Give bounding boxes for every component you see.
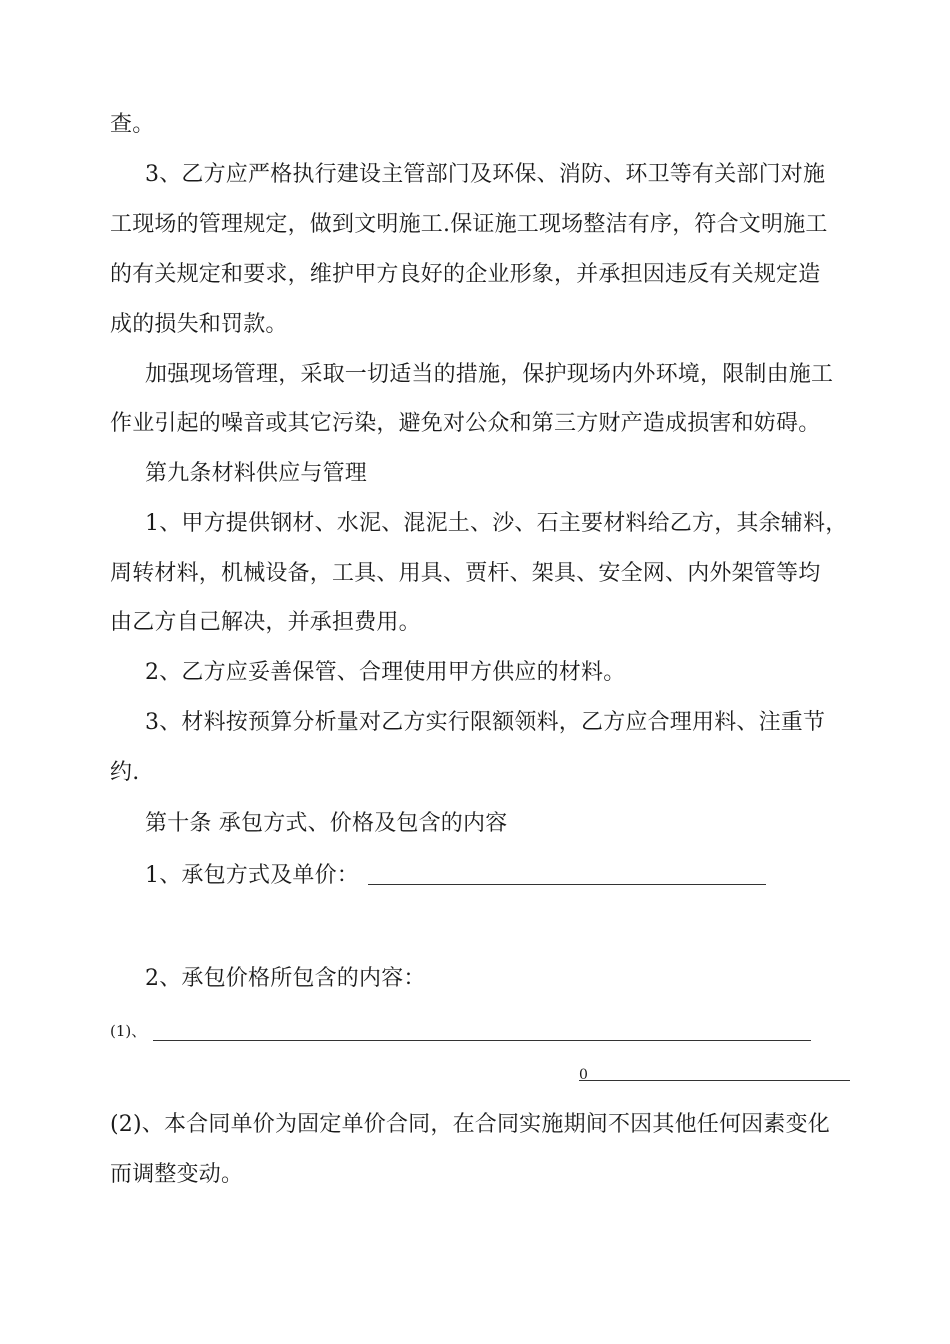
clause-9-3-line-1: 3、材料按预算分析量对乙方实行限额领料，乙方应合理用料、注重节 <box>145 710 826 735</box>
article-10-heading: 第十条 承包方式、价格及包含的内容 <box>145 811 508 836</box>
blank-suffix-zero: 0 <box>579 1067 588 1083</box>
paragraph-site-management-line-2: 作业引起的噪音或其它污染，避免对公众和第三方财产造成损害和妨碍。 <box>110 411 821 436</box>
clause-9-1-line-2: 周转材料，机械设备，工具、用具、贾杆、架具、安全网、内外架管等均 <box>110 561 821 586</box>
text-line: 查。 <box>110 112 155 137</box>
article-9-heading: 第九条材料供应与管理 <box>145 461 368 486</box>
clause-8-3-line-1: 3、乙方应严格执行建设主管部门及环保、消防、环卫等有关部门对施 <box>145 162 826 187</box>
clause-10-2-label: 2、承包价格所包含的内容： <box>145 966 426 991</box>
clause-8-3-line-3: 的有关规定和要求，维护甲方良好的企业形象，并承担因违反有关规定造 <box>110 262 821 287</box>
item-1-label: (1)、 <box>110 1022 147 1040</box>
item-2-line-1: (2)、本合同单价为固定单价合同，在合同实施期间不因其他任何因素变化 <box>110 1112 830 1137</box>
clause-10-1-label: 1、承包方式及单价： <box>145 863 359 888</box>
clause-8-3-line-4: 成的损失和罚款。 <box>110 312 288 337</box>
clause-8-3-line-2: 工现场的管理规定，做到文明施工.保证施工现场整洁有序，符合文明施工 <box>110 212 828 237</box>
item-1-continuation-blank-line <box>579 1080 850 1081</box>
item-1-blank-line <box>153 1040 811 1041</box>
clause-9-3-line-2: 约. <box>110 760 140 785</box>
item-2-line-2: 而调整变动。 <box>110 1162 244 1187</box>
paragraph-site-management-line-1: 加强现场管理，采取一切适当的措施，保护现场内外环境，限制由施工 <box>145 362 834 387</box>
clause-9-1-line-3: 由乙方自己解决，并承担费用。 <box>110 610 421 635</box>
clause-9-1-line-1: 1、甲方提供钢材、水泥、混泥土、沙、石主要材料给乙方，其余辅料， <box>145 511 848 536</box>
clause-9-2: 2、乙方应妥善保管、合理使用甲方供应的材料。 <box>145 660 626 685</box>
unit-price-blank-line <box>368 884 766 885</box>
